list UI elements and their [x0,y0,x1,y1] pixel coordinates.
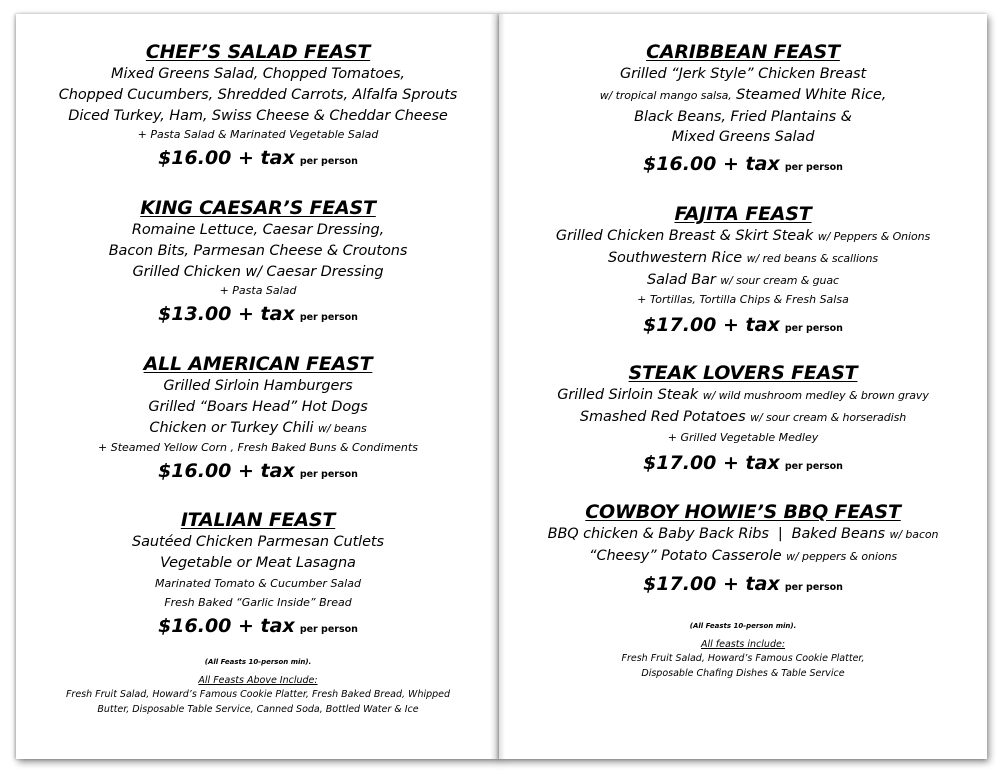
price-unit: per person [784,460,843,472]
price-line [499,312,987,342]
menu-line: Black Beans, Fried Plantains & [634,108,852,125]
include-line: Disposable Chafing Dishes & Table Service [641,667,845,679]
menu-extra: + Tortillas, Tortilla Chips & Fresh Salsa [637,293,849,307]
chefs-salad-section [16,40,500,175]
menu-line [499,248,987,270]
menu-line-note: w/ wild mushroom medley & brown gravy [702,389,929,402]
menu-extra: + Steamed Yellow Corn , Fresh Baked Buns & Condiments [98,441,418,455]
menu-line [499,385,987,407]
menu-line: Diced Turkey, Ham, Swiss Cheese & Cheddar Cheese [68,107,448,124]
section-title: FAJITA FEAST [674,203,812,225]
left-footer [16,656,500,717]
all-american-section [16,352,500,488]
price-unit: per person [299,623,358,635]
section-title: ITALIAN FEAST [180,509,336,531]
menu-line [499,270,987,292]
menu-line: Bacon Bits, Parmesan Cheese & Croutons [108,242,408,259]
menu-line: Mixed Greens Salad [671,129,815,146]
menu-line-main: Salad Bar [647,271,716,288]
section-title: KING CAESAR’S FEAST [140,197,376,219]
steak-lovers-section [499,361,987,480]
price-line [16,458,500,488]
section-title: STEAK LOVERS FEAST [628,362,858,384]
menu-line: Grilled Sirloin Hamburgers [163,378,353,394]
price: $17.00 + tax [643,451,780,474]
fajita-section [499,202,987,342]
menu-line-main: Smashed Red Potatoes [579,408,746,425]
menu-page-left [16,14,500,759]
menu-line: Grilled “Boars Head” Hot Dogs [148,398,368,415]
price-line [499,571,987,601]
price-unit: per person [784,323,843,335]
menu-line [499,524,987,546]
menu-line: Romaine Lettuce, Caesar Dressing, [131,222,385,238]
menu-line-main: Steamed White Rice, [736,86,887,103]
price-line [499,450,987,480]
menu-line: Sautéed Chicken Parmesan Cutlets [132,534,384,550]
menu-line-main: Southwestern Rice [607,249,743,266]
menu-line [499,85,987,107]
king-caesar-section [16,196,500,331]
section-title: ALL AMERICAN FEAST [143,353,373,375]
menu-line-note: w/ peppers & onions [786,549,897,563]
section-title: COWBOY HOWIE’S BBQ FEAST [585,501,901,523]
menu-extra: + Pasta Salad & Marinated Vegetable Salad [137,128,379,142]
price-line [16,145,500,175]
italian-section [16,508,500,643]
include-heading: All Feasts Above Include: [198,675,318,686]
price: $17.00 + tax [643,314,780,337]
menu-line: Chopped Cucumbers, Shredded Carrots, Alfalfa Sprouts [58,86,458,103]
price: $16.00 + tax [158,460,295,483]
menu-line-main: Grilled Sirloin Steak [557,387,699,403]
include-line: Butter, Disposable Table Service, Canned Soda, Bottled Water & Ice [97,703,419,715]
price-unit: per person [784,162,843,174]
price-line [16,301,500,331]
section-title: CARIBBEAN FEAST [646,41,840,63]
menu-line-main: Grilled Chicken Breast & Skirt Steak [555,228,814,244]
menu-line-small: Marinated Tomato & Cucumber Salad [155,576,361,590]
price: $16.00 + tax [643,153,780,176]
menu-line-note: w/ sour cream & horseradish [750,410,907,424]
price-unit: per person [299,469,358,481]
menu-line-note: w/ red beans & scallions [746,251,879,265]
price-unit: per person [299,156,358,168]
menu-line: Grilled “Jerk Style” Chicken Breast [619,66,867,82]
menu-line-note: w/ bacon [889,528,939,541]
include-heading: All feasts include: [700,639,786,650]
min-note: (All Feasts 10-person min). [204,658,312,666]
menu-line [499,226,987,248]
menu-line: Vegetable or Meat Lasagna [160,554,356,571]
menu-line [499,407,987,429]
price: $13.00 + tax [158,303,295,326]
menu-line-small: Fresh Baked “Garlic Inside” Bread [164,595,352,609]
include-line: Fresh Fruit Salad, Howard’s Famous Cookie Platter, Fresh Baked Bread, Whipped [65,689,451,700]
menu-extra: + Pasta Salad [219,284,297,298]
caribbean-section [499,40,987,181]
price: $17.00 + tax [643,572,780,595]
right-footer [499,620,987,681]
price-line [499,151,987,181]
price-line [16,613,500,643]
menu-line-note: w/ tropical mango salsa, [599,88,732,102]
menu-line-note: w/ beans [317,421,367,435]
menu-line-main: Chicken or Turkey Chili [149,419,314,436]
price-unit: per person [299,312,358,324]
section-title: CHEF’S SALAD FEAST [145,41,371,63]
menu-line [16,418,500,440]
price-unit: per person [784,581,843,593]
menu-line-main: “Cheesy” Potato Casserole [589,547,782,564]
min-note: (All Feasts 10-person min). [689,622,797,630]
menu-page-right [499,14,987,759]
menu-line: Mixed Greens Salad, Chopped Tomatoes, [111,66,405,82]
menu-line-note: w/ sour cream & guac [720,273,839,287]
include-line: Fresh Fruit Salad, Howard’s Famous Cookie Platter, [621,653,865,664]
price: $16.00 + tax [158,147,295,170]
menu-line-main: BBQ chicken & Baby Back Ribs | Baked Beans [547,526,885,542]
menu-extra: + Grilled Vegetable Medley [667,430,819,444]
menu-line-note: w/ Peppers & Onions [817,230,931,243]
price: $16.00 + tax [158,614,295,637]
bbq-section [499,500,987,601]
menu-line: Grilled Chicken w/ Caesar Dressing [132,263,384,280]
menu-line [499,546,987,568]
